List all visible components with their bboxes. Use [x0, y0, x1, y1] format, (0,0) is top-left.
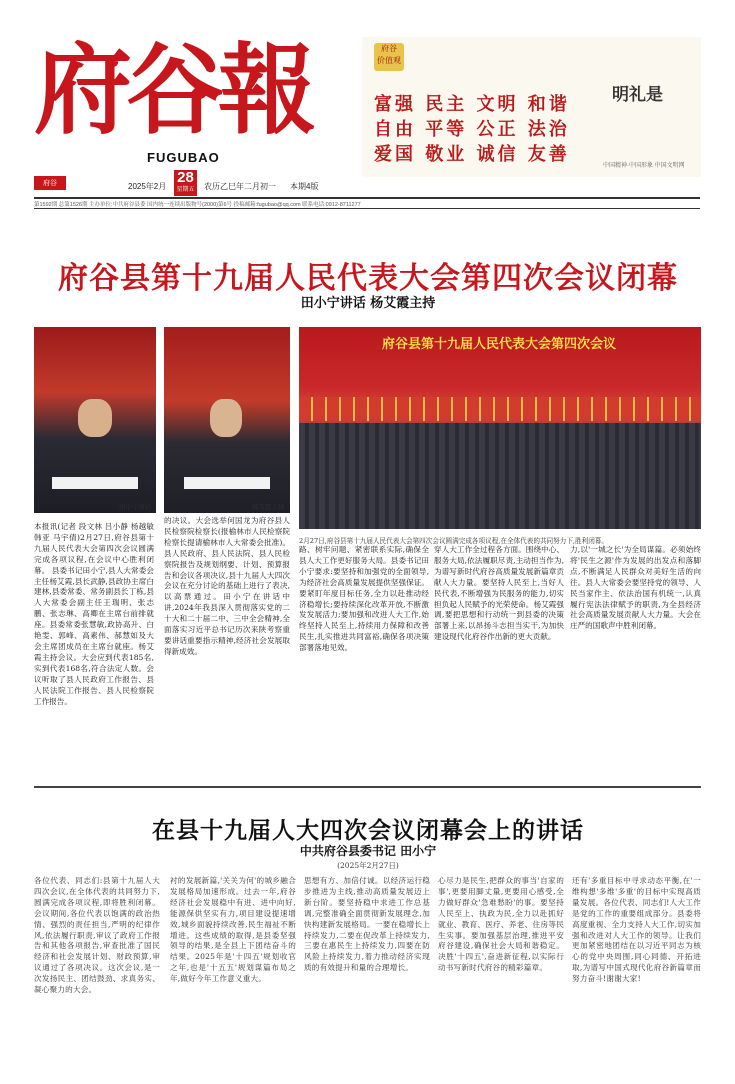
- divider: [34, 208, 700, 209]
- ad-values-row-2: 自由 平等 公正 法治: [374, 119, 570, 140]
- name-plate: [184, 477, 270, 489]
- lead-subhead: 田小宁讲话 杨艾霞主持: [300, 296, 436, 311]
- issue-day-box: [174, 170, 197, 196]
- lead-column-5: 力,以'一城之长'为全局谋篇。必须始终将'民生之源'作为发展的出发点和落脚点,不断满足人民群众对美好生活的向往。县人大常委会要坚持党的领导、人民当家作主、依法治国有机统一,认真履行宪法法律赋予的职责,为全县经济社会高质量发展贡献人大力量。大会在庄严的国歌声中胜利闭幕。: [570, 545, 701, 631]
- host-photo: [164, 327, 290, 513]
- ad-badge: [374, 43, 404, 71]
- issue-weekday: 星期五: [176, 187, 195, 193]
- divider: [34, 197, 700, 199]
- host-figure: [210, 399, 242, 437]
- ad-footer: 中国精神·中国形象 中国文明网: [603, 163, 685, 169]
- publication-info: 第1592期 总第1526期 主办单位:中共府谷县委 国内统一连续出版物号(2000)第6号 投稿邮箱:fugubao@qq.com 联系电话:0912-8711277: [34, 202, 361, 208]
- lead-byline: 本报讯(记者 段文林 吕小静 杨越敏 韩亚 马宇倩)2月27日,府谷县第十九届人民代表大会第四次会议圆满完成各项议程,在会议中心胜利闭幕。: [34, 522, 154, 575]
- lead-column-2: 的决议。大会选举何国龙为府谷县人民检察院检察长(报榆林市人民检察院检察长提请榆林市人大常委会批准)。县人民政府、县人民法院、县人民检察院报告及规划纲要、计划、预算报告和会议各项决议,县十九届人大四次会议在充分讨论的基础上进行了表决,以高票通过。田小宁在讲话中讲,2024年我县深入贯彻落实党的二十大和二十届二中、三中全会精神,全面落实习近平总书记历次来陕考察重要讲话重要指示精神,经济社会发展取得新成效。: [164, 516, 290, 656]
- lead-column-4: 穿人大工作全过程各方面。围绕中心、服务大局,依法履职尽责,主动担当作为,为谱写新时代府谷高质量发展新篇章贡献人大力量。要坚持人民至上,当好人民代表,不断增强为民服务的能力,切实担负起人民赋予的光荣使命。杨艾霞强调,要把思想和行动统一到县委的决策部署上来,以昂扬斗志担当实干,为加快建设现代化府谷作出新的更大贡献。: [434, 545, 564, 642]
- audience-seats: [299, 423, 701, 529]
- newspaper-pinyin: FUGUBAO: [147, 150, 220, 165]
- speech-column-2: 衬的发展新篇,'关关为何'的城乡融合发展格局加速形成。过去一年,府谷经济社会发展稳中有进、进中向好,能源保供坚实有力,项目建设提速增效,城乡面貌持续改善,民生福祉不断增进。这些成绩的取得,是县委坚强领导的结果,是全县上下团结奋斗的结果。2025年是'十四五'规划收官之年,也是'十五五'规划谋篇布局之年,做好今年工作意义重大。: [170, 876, 296, 984]
- ad-values-row-3: 爱国 敬业 诚信 友善: [374, 144, 570, 165]
- lunar-date: 农历乙巳年二月初一: [204, 182, 276, 191]
- speech-byline: 中共府谷县委书记 田小宁: [299, 844, 437, 858]
- speech-column-5: 还有'多重目标中寻求动态平衡,在'一维构想'多维'多重'的目标中实现高质量发展。各位代表、同志们!人大工作是党的工作的重要组成部分。县委将高度重视、全力支持人大工作,切实加强和改进对人大工作的领导。让我们更加紧密地团结在以习近平同志为核心的党中央周围,同心同德、开拓进取,为谱写中国式现代化府谷新篇章而努力奋斗!谢谢大家!: [572, 876, 701, 984]
- photo-caption-left: 田小宁讲话: [119, 503, 152, 511]
- flag-row: [299, 397, 701, 421]
- speech-headline: 在县十九届人大四次会议闭幕会上的讲话: [152, 817, 584, 844]
- hall-banner: 府谷县第十九届人民代表大会第四次会议: [381, 337, 616, 352]
- issue-day: 28: [177, 169, 194, 186]
- name-plate: [52, 477, 138, 489]
- photo-caption-right: 杨艾霞主持: [252, 503, 285, 511]
- page-count: 本期4版: [290, 182, 319, 191]
- newspaper-logo: 府谷報: [34, 33, 311, 148]
- ad-badge-bottom: 价值观: [377, 56, 401, 65]
- ad-slogan: 明礼是: [612, 85, 663, 105]
- newspaper-tag: 府谷: [34, 176, 66, 190]
- speech-date: (2025年2月27日): [337, 861, 399, 870]
- lead-column-1: [34, 522, 154, 772]
- speech-column-4: 心尽力是民生,把群众的事当'自家的事',更要用脚丈量,更要用心感受,全力做好群众'急难愁盼'的事。要坚持人民至上、执政为民,全力以赴抓好就业、教育、医疗、养老、住房等民生实事。要加强基层治理,推进平安府谷建设,确保社会大局和谐稳定。决胜'十四五',奋进新征程,以实际行动书写新时代府谷的精彩篇章。: [438, 876, 564, 973]
- speech-column-1: 各位代表、同志们:县第十九届人大四次会议,在全体代表的共同努力下,圆满完成各项议程,即将胜利闭幕。会议期间,各位代表以饱满的政治热情、强烈的责任担当,严明的纪律作风,依法履行职责,审议了政府工作报告和其他各项报告,审查批准了国民经济和社会发展计划、财政预算,审议通过了各项决议。这次会议,是一次发扬民主、团结鼓劲、求真务实、凝心聚力的大会。: [34, 876, 160, 995]
- ad-values-row-1: 富强 民主 文明 和谐: [374, 94, 570, 115]
- section-divider: [34, 786, 701, 788]
- speaker-figure: [78, 399, 112, 437]
- issue-date: 2025年2月: [128, 182, 167, 191]
- hall-photo-caption: 2月27日,府谷县第十九届人民代表大会第四次会议圆满完成各项议程,在全体代表的共同努力下,胜利闭幕。: [299, 537, 608, 545]
- speech-column-3: 思想有方、加倍付诚。以经济运行稳步推进为主线,推动高质量发展迈上新台阶。要坚持稳中求进工作总基调,完整准确全面贯彻新发展理念,加快构建新发展格局。一要在稳增长上持续发力,二要在促改革上持续发力,三要在惠民生上持续发力,四要在防风险上持续发力,着力推动经济实现质的有效提升和量的合理增长。: [304, 876, 430, 973]
- lead-column-3: 路、树牢问题、紧密联系实际,确保全县人大工作更好服务大局。县委书记田小宁要求:要坚持和加强党的全面领导,为经济社会高质量发展提供坚强保证。要紧盯年度目标任务,全力以赴推动经济稳增长;要持续深化改革开放,不断激发发展活力;要加强和改进人大工作,始终坚持人民至上,持续用力保障和改善民生,扎实推进共同富裕,确保各项决策部署落地见效。: [299, 545, 429, 653]
- speaker-photo: [34, 327, 156, 513]
- ad-badge-top: 府谷: [381, 44, 397, 53]
- lead-headline: 府谷县第十九届人民代表大会第四次会议闭幕: [58, 261, 678, 296]
- meeting-hall-photo: [299, 327, 701, 529]
- lead-paragraph: 县委书记田小宁,县人大常委会主任杨艾霞,县长武静,县政协主席白建林,县委常委、常务副县长丁栋,县人大常委会副主任王瑞明、张志鹏、张志琳、高卿在主席台前排就座。县委常委张慧敏,政协高升、白艳雯、郭峰、高素伟、郝慧如及大会主席团成员在主席台就座。杨艾霞主持会议。大会应到代表185名,实到代表168名,符合法定人数。会议听取了县人民政府工作报告、县人民法院工作报告、县人民检察院工作报告。: [34, 565, 154, 706]
